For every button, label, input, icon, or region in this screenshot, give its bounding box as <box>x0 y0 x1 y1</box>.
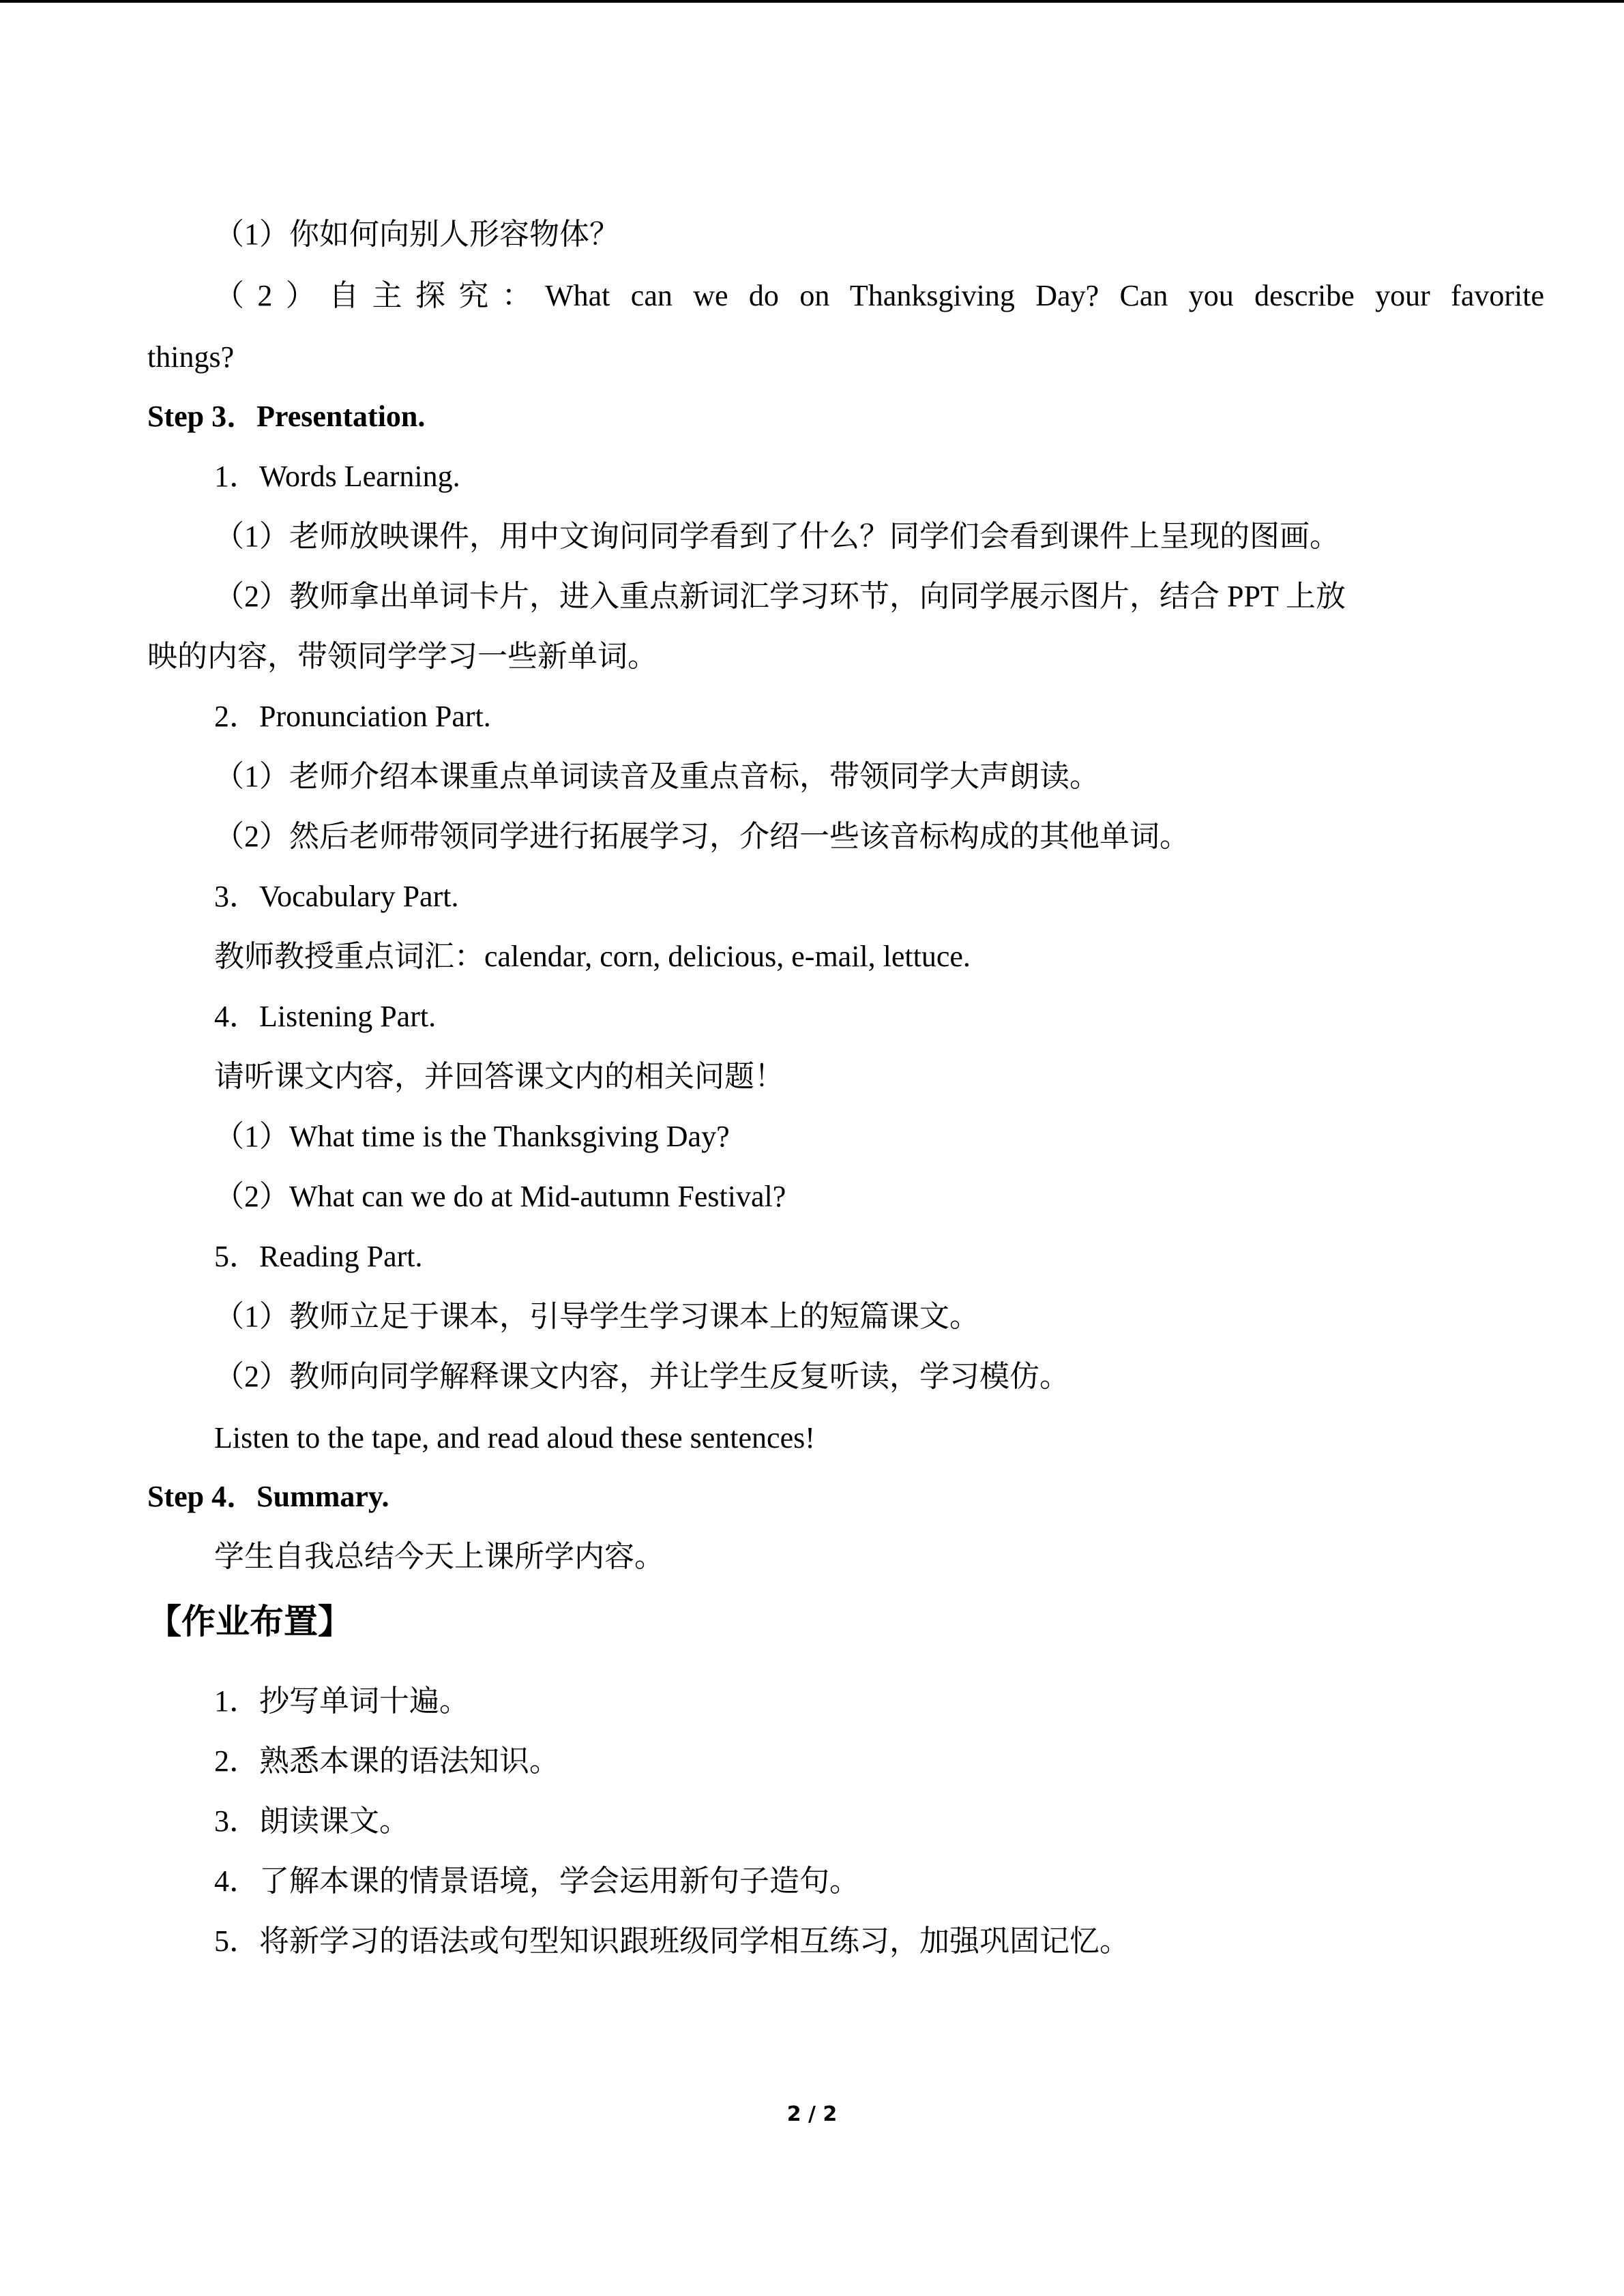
page-top-border <box>0 0 1624 3</box>
vocabulary-heading: 3．Vocabulary Part. <box>214 880 459 913</box>
step-4-heading: Step 4．Summary. <box>147 1480 389 1513</box>
words-learning-item-2-line-2: 映的内容，带领同学学习一些新单词。 <box>147 640 658 673</box>
homework-item-2: 2．熟悉本课的语法知识。 <box>214 1744 559 1778</box>
vocabulary-text: 教师教授重点词汇：calendar, corn, delicious, e-mail, lettuce. <box>214 940 971 973</box>
page-number: 2 / 2 <box>786 2102 838 2126</box>
homework-heading: 【作业布置】 <box>147 1602 352 1641</box>
pronunciation-item-2: （2）然后老师带领同学进行拓展学习，介绍一些该音标构成的其他单词。 <box>214 820 1190 853</box>
summary-text: 学生自我总结今天上课所学内容。 <box>214 1540 664 1573</box>
pronunciation-heading: 2．Pronunciation Part. <box>214 700 491 733</box>
reading-item-2: （2）教师向同学解释课文内容，并让学生反复听读，学习模仿。 <box>214 1360 1069 1393</box>
question-explore-line-2: things? <box>147 340 235 374</box>
words-learning-heading: 1．Words Learning. <box>214 460 460 493</box>
question-explore-line-1: （2）自主探究：What can we do on Thanksgiving Day? Can you describe your favorite <box>214 279 1544 312</box>
reading-instruction: Listen to the tape, and read aloud these sentences! <box>214 1421 815 1455</box>
homework-item-5: 5．将新学习的语法或句型知识跟班级同学相互练习，加强巩固记忆。 <box>214 1924 1130 1958</box>
listening-question-2: （2）What can we do at Mid-autumn Festival? <box>214 1180 786 1213</box>
reading-item-1: （1）教师立足于课本，引导学生学习课本上的短篇课文。 <box>214 1300 979 1333</box>
step-3-heading: Step 3．Presentation. <box>147 400 426 433</box>
words-learning-item-2-line-1: （2）教师拿出单词卡片，进入重点新词汇学习环节，向同学展示图片，结合 PPT 上放 <box>214 580 1346 613</box>
reading-heading: 5．Reading Part. <box>214 1240 423 1273</box>
listening-question-1: （1）What time is the Thanksgiving Day? <box>214 1120 730 1153</box>
words-learning-item-1: （1）老师放映课件，用中文询问同学看到了什么？同学们会看到课件上呈现的图画。 <box>214 520 1340 553</box>
listening-text: 请听课文内容，并回答课文内的相关问题！ <box>214 1060 784 1093</box>
homework-item-1: 1．抄写单词十遍。 <box>214 1684 469 1718</box>
listening-heading: 4．Listening Part. <box>214 1000 437 1033</box>
homework-item-4: 4．了解本课的情景语境，学会运用新句子造句。 <box>214 1864 859 1898</box>
pronunciation-item-1: （1）老师介绍本课重点单词读音及重点音标，带领同学大声朗读。 <box>214 760 1099 793</box>
homework-item-3: 3．朗读课文。 <box>214 1804 409 1838</box>
question-describe-objects: （1）你如何向别人形容物体？ <box>214 218 619 251</box>
